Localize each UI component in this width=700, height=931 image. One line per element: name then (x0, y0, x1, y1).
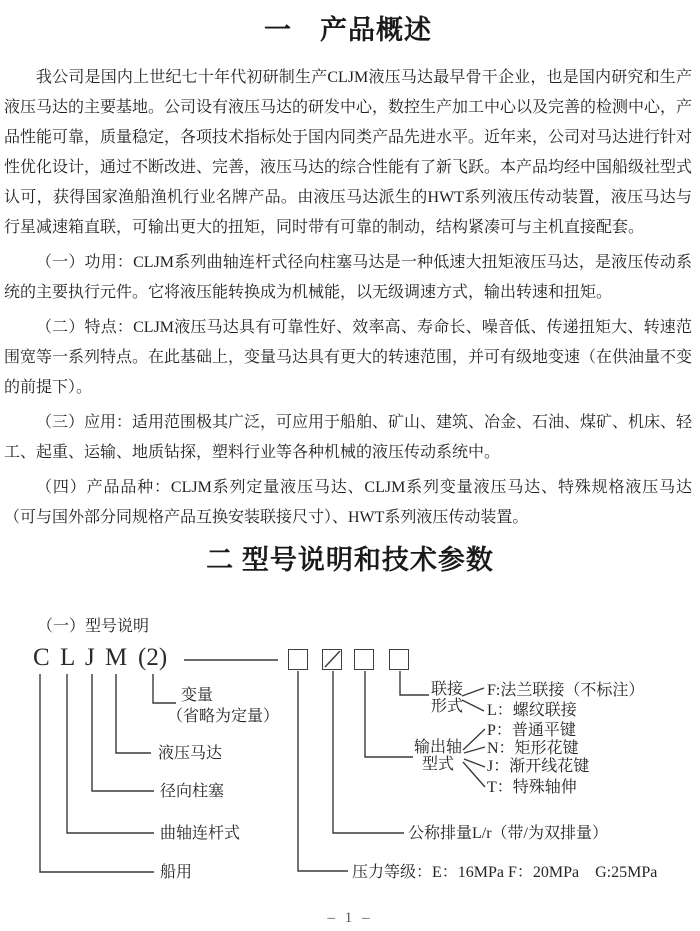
label-displacement: 公称排量L/r（带/为双排量） (408, 825, 608, 842)
label-connection-form (428, 681, 466, 715)
label-connection-form-line2: 形式 (430, 698, 463, 715)
paragraph-product-range: （四）产品品种：CLJM系列定量液压马达、CLJM系列变量液压马达、特殊规格液压马达（可与国外部分同规格产品互换安装联接尺寸）、HWT系列液压传动装置。 (4, 479, 692, 526)
model-letter-m: M (105, 644, 128, 671)
section1-title: 一 产品概述 (264, 15, 432, 45)
code-box-pressure (288, 649, 308, 670)
label-radial-piston: 径向柱塞 (160, 783, 225, 800)
model-letter-c: C (33, 644, 50, 671)
paragraph-function: （一）功用：CLJM系列曲轴连杆式径向柱塞马达是一种低速大扭矩液压马达，是液压传动系统的主要执行元件。它将液压能转换成为机械能，以无级调速方式，输出转速和扭矩。 (4, 254, 692, 301)
subsection-model-description: （一）型号说明 (37, 618, 150, 635)
label-variable-note: （省略为定量） (167, 708, 280, 725)
paragraph-applications: （三）应用：适用范围极其广泛，可应用于船舶、矿山、建筑、冶金、石油、煤矿、机床、轻工、起重、运输、地质钻探，塑料行业等各种机械的液压传动系统中。 (4, 414, 693, 461)
option-connection-thread: L：螺纹联接 (487, 702, 577, 719)
option-shaft-plain-key: P：普通平键 (487, 722, 576, 739)
code-box-connection (389, 649, 409, 670)
model-letter-variant: (2) (138, 644, 168, 671)
option-shaft-special: T：特殊轴伸 (487, 779, 577, 796)
label-output-shaft-line1: 输出轴 (413, 739, 462, 756)
label-crank-connecting-rod: 曲轴连杆式 (160, 825, 241, 842)
page-number: – 1 – (327, 910, 373, 926)
label-connection-form-line1: 联接 (430, 681, 463, 698)
option-connection-flange: F:法兰联接（不标注） (487, 682, 645, 699)
option-shaft-rect-spline: N：矩形花键 (487, 740, 579, 757)
paragraph-features: （二）特点：CLJM液压马达具有可靠性好、效率高、寿命长、噪音低、传递扭矩大、转速范围宽等一系列特点。在此基础上，变量马达具有更大的转速范围，并可有级地变速（在供油量不变的前提下）。 (4, 319, 693, 396)
code-box-displacement (322, 649, 342, 670)
label-pressure-grade: 压力等级：E：16MPa F：20MPa G:25MPa (352, 864, 658, 881)
label-variable: 变量 (181, 687, 214, 704)
label-hydraulic-motor: 液压马达 (158, 745, 223, 762)
label-output-shaft-type (412, 739, 464, 773)
connector-lines-graphic (0, 600, 700, 931)
section2-title: 二 型号说明和技术参数 (206, 545, 494, 575)
option-shaft-involute-spline: J：渐开线花键 (487, 758, 590, 775)
label-output-shaft-line2: 型式 (421, 756, 454, 773)
model-letter-l: L (60, 644, 76, 671)
code-box-shaft (354, 649, 374, 670)
model-letter-j: J (85, 644, 95, 671)
label-marine: 船用 (160, 864, 193, 881)
paragraph-company-overview: 我公司是国内上世纪七十年代初研制生产CLJM液压马达最早骨干企业，也是国内研究和生产液压马达的主要基地。公司设有液压马达的研发中心，数控生产加工中心以及完善的检测中心，产品性能可靠，质量稳定，各项技术指标处于国内同类产品先进水平。近年来，公司对马达进行针对性优化设计，通过不断改进、完善，液压马达的综合性能有了新飞跃。本产品均经中国船级社型式认可，获得国家渔船渔机行业名牌产品。由液压马达派生的HWT系列液压传动装置，液压马达与行星减速箱直联，可输出更大的扭矩，同时带有可靠的制动，结构紧凑可与主机直接配套。 (4, 69, 693, 236)
